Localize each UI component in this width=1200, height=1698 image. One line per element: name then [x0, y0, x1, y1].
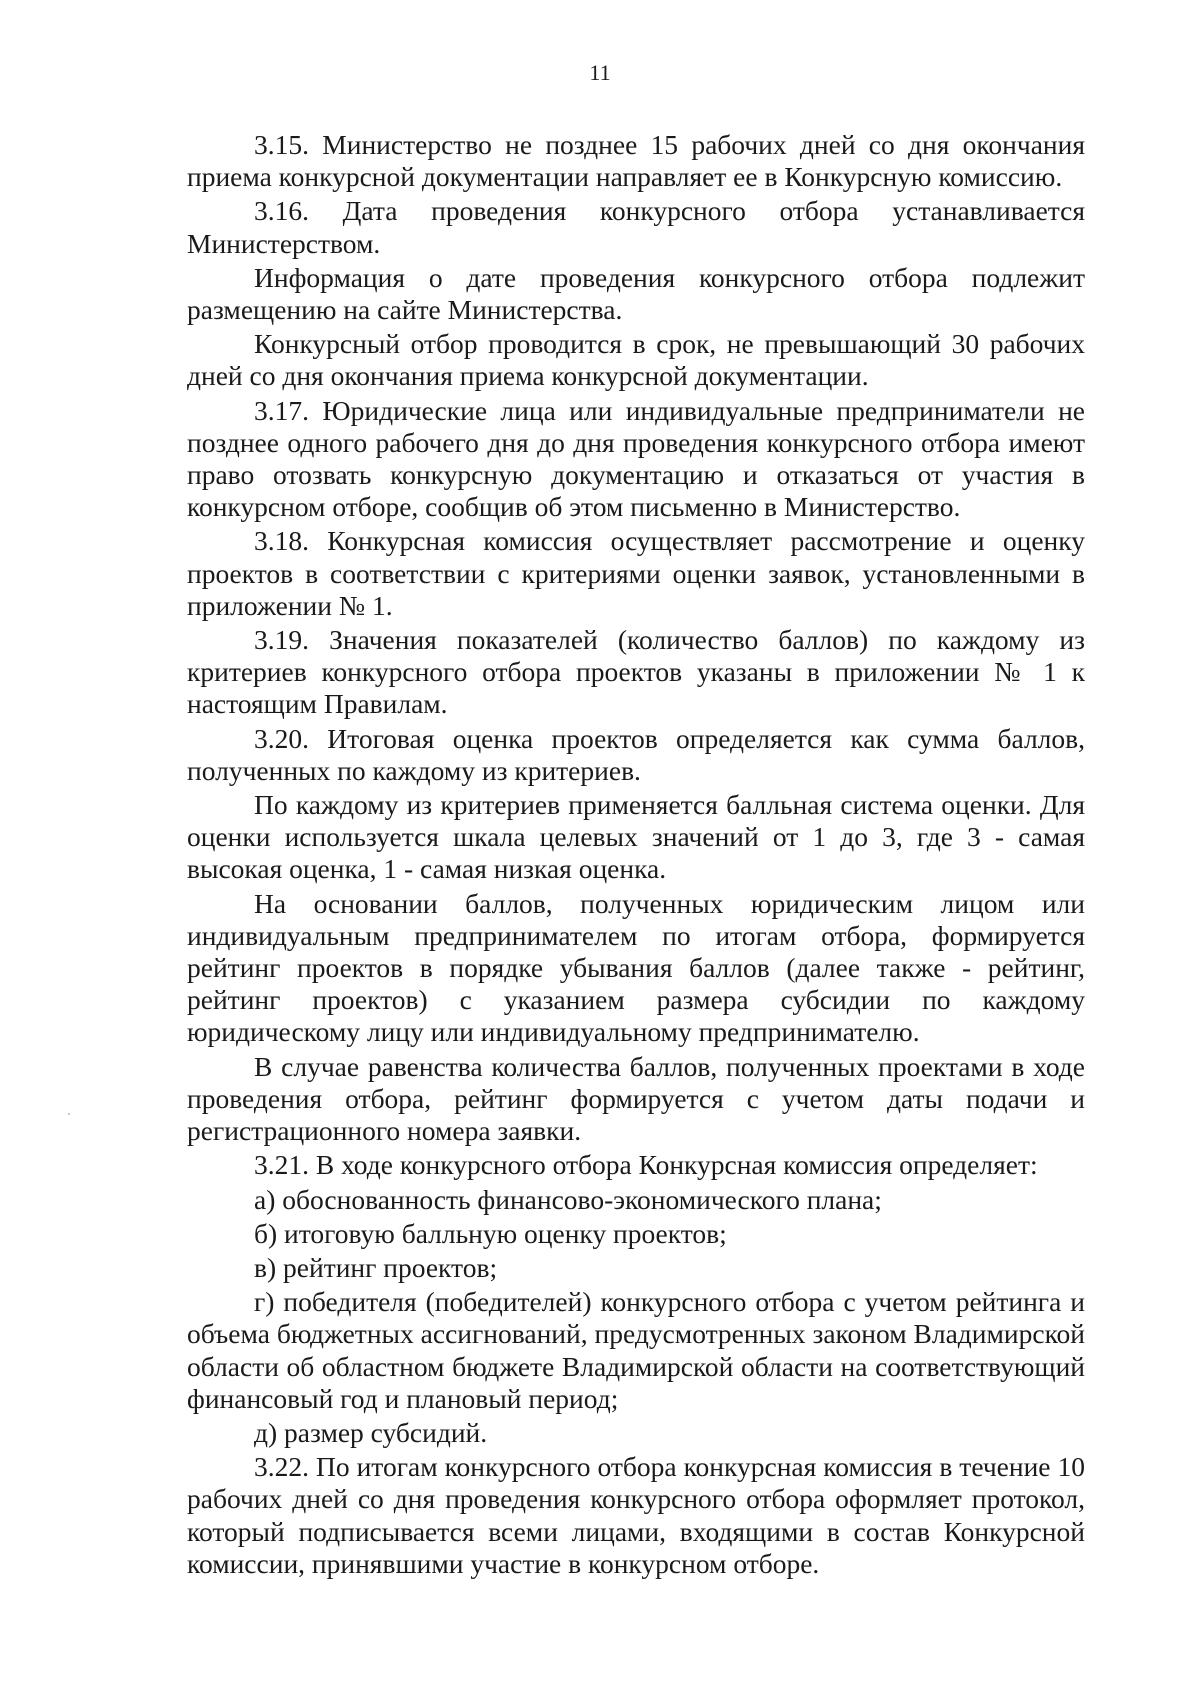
paragraph-equal-scores: В случае равенства количества баллов, полученных проектами в ходе проведения отбора, рейтинг формируется с учетом даты подачи и регистрационного номера заявки.: [187, 1050, 1085, 1147]
paragraph-3-18: 3.18. Конкурсная комиссия осуществляет рассмотрение и оценку проектов в соответствии с критериями оценки заявок, установленными в приложении № 1.: [187, 525, 1085, 621]
document-body: [187, 129, 1085, 1580]
list-item-b: б) итоговую балльную оценку проектов;: [254, 1217, 727, 1249]
paragraph-3-21: 3.21. В ходе конкурсного отбора Конкурсная комиссия определяет:: [254, 1149, 1038, 1181]
list-item-a: а) обоснованность финансово-экономического плана;: [254, 1183, 882, 1215]
paragraph-scoring-system: По каждому из критериев применяется балльная система оценки. Для оценки используется шкала целевых значений от 1 до 3, где 3 - самая высокая оценка, 1 - самая низкая оценка.: [187, 789, 1085, 885]
paragraph-3-20: 3.20. Итоговая оценка проектов определяется как сумма баллов, полученных по каждому из критериев.: [187, 722, 1085, 786]
paragraph-3-15: 3.15. Министерство не позднее 15 рабочих дней со дня окончания приема конкурсной документации направляет ее в Конкурсную комиссию.: [187, 129, 1085, 193]
paragraph-3-22: 3.22. По итогам конкурсного отбора конкурсная комиссия в течение 10 рабочих дней со дня проведения конкурсного отбора оформляет протокол, который подписывается всеми лицами, входящими в состав Конкурсной комиссии, принявшими участие в конкурсном отборе.: [187, 1451, 1085, 1579]
paragraph-3-17: 3.17. Юридические лица или индивидуальные предприниматели не позднее одного рабочего дня до дня проведения конкурсного отбора имеют право отозвать конкурсную документацию и отказаться от участия в конкурсном отборе, сообщив об этом письменно в Министерство.: [187, 394, 1085, 523]
page-number: 11: [589, 60, 611, 85]
paragraph-rating-formation: На основании баллов, полученных юридическим лицом или индивидуальным предпринимателем по итогам отбора, формируется рейтинг проектов в порядке убывания баллов (далее также - рейтинг, рейтинг проектов) с указанием размера субсидии по каждому юридическому лицу или индивидуальному предпринимателю.: [187, 887, 1085, 1048]
paragraph-date-info: Информация о дате проведения конкурсного отбора подлежит размещению на сайте Министерства.: [187, 261, 1085, 326]
paragraph-3-19: 3.19. Значения показателей (количество баллов) по каждому из критериев конкурсного отбора проектов указаны в приложении № 1 к настоящим Правилам.: [187, 624, 1085, 720]
scan-speck: [68, 1113, 70, 1115]
list-item-g: г) победителя (победителей) конкурсного отбора с учетом рейтинга и объема бюджетных ассигнований, предусмотренных законом Владимирской области об областном бюджете Владимирской области на соответствующий финансовый год и плановый период;: [187, 1286, 1085, 1414]
list-item-v: в) рейтинг проектов;: [254, 1251, 498, 1283]
paragraph-selection-term: Конкурсный отбор проводится в срок, не превышающий 30 рабочих дней со дня окончания приема конкурсной документации.: [187, 328, 1085, 392]
paragraph-3-16: 3.16. Дата проведения конкурсного отбора устанавливается Министерством.: [187, 195, 1085, 259]
list-item-d: д) размер субсидий.: [254, 1416, 488, 1448]
